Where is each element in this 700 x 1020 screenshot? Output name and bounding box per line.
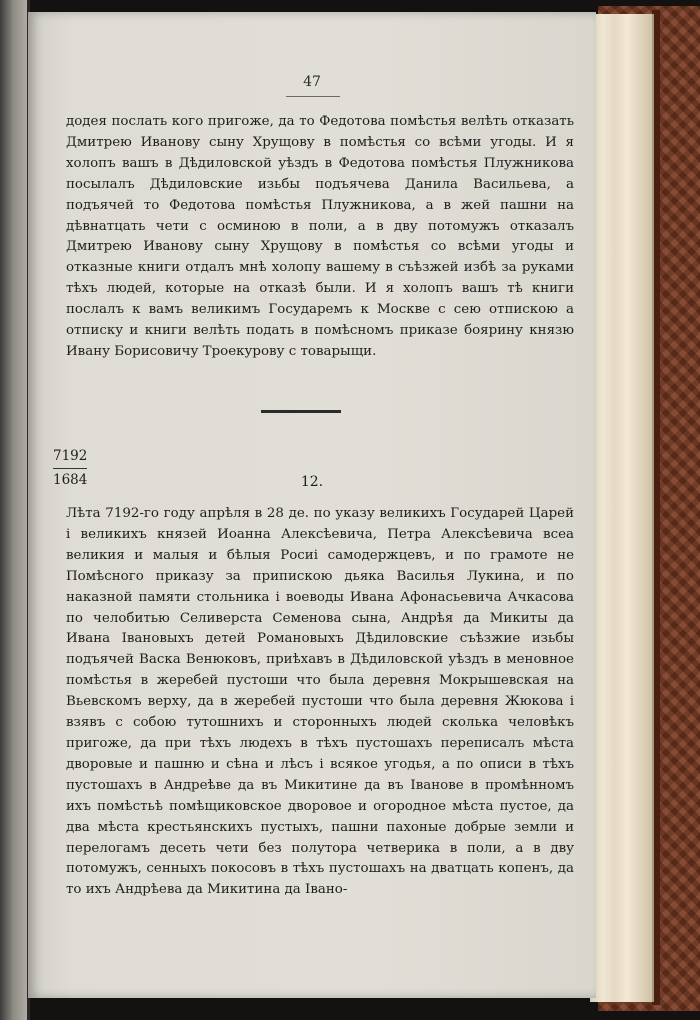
- paragraph-1: додея послать кого пригоже, да то Федотова помѣстья велѣть отказать Дмитрею Иванову сыну Хрущову в помѣстья со всѣми угоды. И я холопъ вашъ в Дѣдиловской уѣздъ в Федотова помѣстья Плужникова посылалъ Дѣдиловские изьбы подъячева Данила Васильева, а подъячей то Федотова помѣстья Плужникова, а в жей пашни на дѣвнатцать чети с осминою в поли, а в дву потомужъ отказалъ Дмитрею Иванову сыну Хрущову в помѣстья со всѣми угоды и отказные книги отдалъ мнѣ холопу вашему в съѣзжей избѣ за руками тѣхъ людей, которые на отказѣ были. И я холопъ вашъ тѣ книги послалъ к вамъ великимъ Государемъ к Москве с сею отпискою а отписку и книги велѣть подать в помѣсномъ приказе боярину князю Ивану Борисовичу Троекурову с товарыщи.: [66, 114, 574, 359]
- page-number-rule: [286, 96, 340, 97]
- year-new-calendar: 1684: [53, 472, 88, 488]
- page-block-edges: [590, 14, 654, 1002]
- book-page: [28, 12, 596, 998]
- document-number: 12.: [300, 474, 324, 490]
- facing-page-edge: [0, 0, 30, 1020]
- page-number: 47: [303, 74, 321, 90]
- paragraph-2: Лѣта 7192-го году апрѣля в 28 де. по указу великихъ Государей Царей і великихъ князей Иоанна Алексѣевича, Петра Алексѣевича всеа великия и малыя и бѣлыя Росиі самодержцевъ, и по грамоте не Помѣсного приказу за припискою дьяка Василья Лукина, и по наказной памяти стольника і воеводы Ивана Афонасьевича Ачкасова по челобитью Селиверста Семенова сына, Андрѣя да Микиты да Ивана Івановыхъ детей Романовыхъ Дѣдиловские съѣзжие изьбы подъячей Васка Венюковъ, приѣхавъ в Дѣдиловской уѣздъ в меновное помѣстья в жеребей пустоши что была деревня Мокрышевская на Вьевскомъ верху, да в жеребей пустоши что была деревня Жюкова і взявъ с собою тутошнихъ и сторонныхъ людей сколька человѣкъ пригоже, да при тѣхъ людехъ в тѣхъ пустошахъ переписалъ мѣста дворовые и пашню и сѣна и лѣсъ і всякое угодья, а по описи в тѣхъ пустошахъ в Андреѣве да въ Микитине да въ Івановe в промѣнномъ ихъ помѣстьѣ помѣщиковское дворовое и огородное мѣста пустое, да два мѣста крестьянскихъ пустыхъ, пашни пахоные добрые земли и перелогамъ десеть чети без полутора четверика в поли, а в дву потомужъ, сенныхъ покосовъ в тѣхъ пустошахъ на дватцать копенъ, да то ихъ Андрѣева да Микитина да Івано-: [66, 506, 574, 898]
- section-separator: [261, 410, 341, 413]
- year-fraction-rule: [53, 468, 87, 469]
- year-old-calendar: 7192: [53, 448, 88, 464]
